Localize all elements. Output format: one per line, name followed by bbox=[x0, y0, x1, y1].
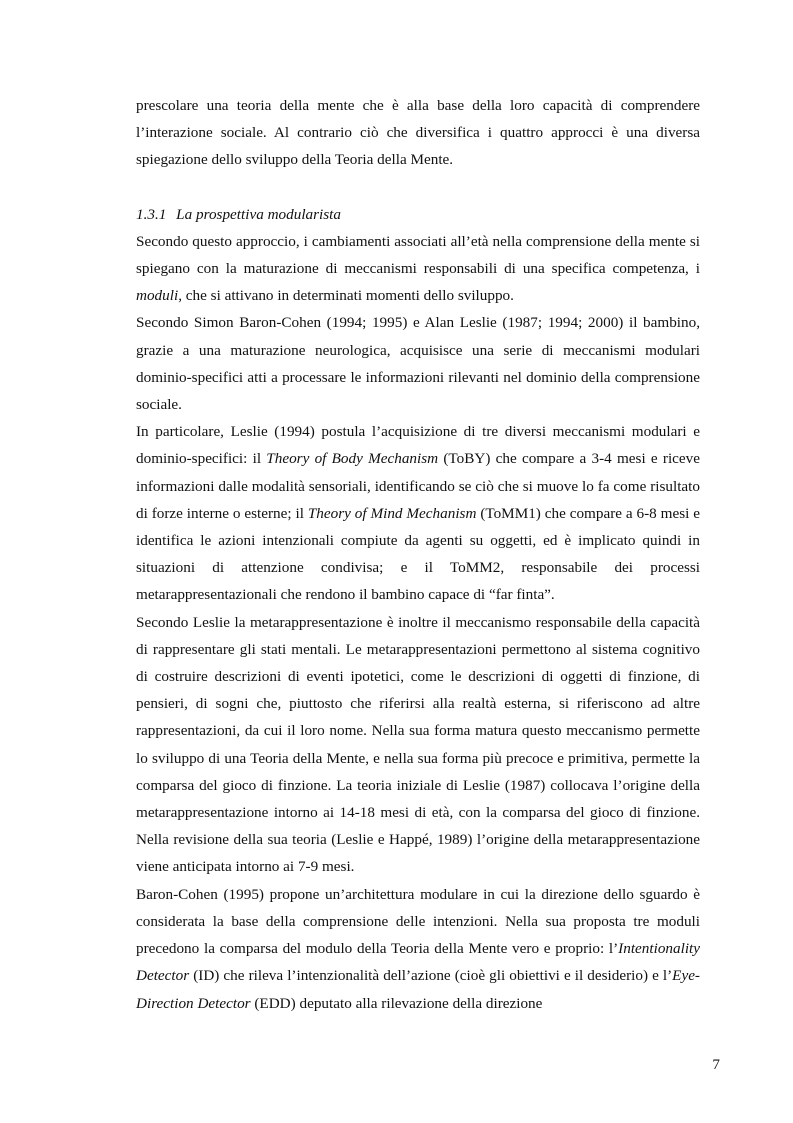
section-number: 1.3.1 bbox=[136, 205, 167, 223]
paragraph-bc-text-a: Baron-Cohen (1995) propone un’architettura modulare in cui la direzione dello sguardo è considerata la base della comprensione delle intenzioni. Nella sua proposta tre moduli precedono la comparsa del modulo della Teoria della Mente vero e proprio: l’ bbox=[136, 885, 700, 958]
term-theory-of-body: Theory of Body Mechanism bbox=[266, 450, 439, 468]
section-heading bbox=[136, 201, 700, 228]
paragraph-bc-text-c: (EDD) deputato alla rilevazione della direzione bbox=[250, 994, 543, 1012]
paragraph-approach-text-a: Secondo questo approccio, i cambiamenti associati all’età nella comprensione della mente si spiegano con la maturazione di meccanismi responsabili di una specifica competenza, i bbox=[136, 232, 700, 278]
term-eye-direction-detector: Eye-Direction Detector bbox=[136, 967, 700, 1012]
paragraph-baron-cohen-architecture bbox=[136, 881, 700, 1017]
term-theory-of-mind-mechanism: Theory of Mind Mechanism bbox=[307, 504, 477, 522]
paragraph-leslie-modules bbox=[136, 418, 700, 608]
page-number: 7 bbox=[712, 1056, 720, 1073]
paragraph-metarappresentazione: Secondo Leslie la metarappresentazione è inoltre il meccanismo responsabile della capacità di rappresentare gli stati mentali. Le metarappresentazioni permettono al sistema cognitivo di costruire descrizioni di eventi ipotetici, come le descrizioni di oggetti di finzione, di pensieri, di sogni che, piuttosto che riferirsi alla realtà esterna, si riferiscono ad altre rappresentazioni, da cui il loro nome. Nella sua forma matura questo meccanismo permette lo sviluppo di una Teoria della Mente, e nella sua forma più precoce e primitiva, permette la comparsa del gioco di finzione. La teoria iniziale di Leslie (1987) collocava l’origine della metarappresentazione intorno ai 14-18 mesi di età, con la comparsa del gioco di finzione. Nella revisione della sua teoria (Leslie e Happé, 1989) l’origine della metarappresentazione viene anticipata intorno ai 7-9 mesi. bbox=[136, 613, 700, 876]
paragraph-leslie-text-c: (ToMM1) che compare a 6-8 mesi e identifica le azioni intenzionali compiute da agenti su oggetti, ed è implicato quindi in situazioni di attenzione condivisa; e il ToMM2, responsabile dei processi metarappresentazionali che rendono il bambino capace di “far finta”. bbox=[136, 504, 700, 604]
term-intentionality-detector: Intentionality Detector bbox=[136, 940, 700, 985]
paragraph-bc-text-b: (ID) che rileva l’intenzionalità dell’azione (cioè gli obiettivi e il desiderio) e l’ bbox=[189, 967, 673, 985]
paragraph-approach bbox=[136, 228, 700, 310]
section-title: La prospettiva modularista bbox=[176, 205, 341, 223]
paragraph-leslie-text-a: In particolare, Leslie (1994) postula l’acquisizione di tre diversi meccanismi modulari e dominio-specifici: il bbox=[136, 423, 700, 468]
paragraph-continuation: prescolare una teoria della mente che è alla base della loro capacità di comprendere l’interazione sociale. Al contrario ciò che diversifica i quattro approcci è una diversa spiegazione dello sviluppo della Teoria della Mente. bbox=[136, 97, 700, 169]
body-text bbox=[136, 92, 700, 1017]
paragraph-leslie-text-b: (ToBY) che compare a 3-4 mesi e riceve informazioni dalle modalità sensoriali, identificando se ciò che si muove lo fa come risultato di forze interne o esterne; il bbox=[136, 450, 700, 522]
term-moduli: moduli bbox=[136, 287, 179, 305]
paragraph-baron-cohen-leslie: Secondo Simon Baron-Cohen (1994; 1995) e Alan Leslie (1987; 1994; 2000) il bambino, grazie a una maturazione neurologica, acquisisce una serie di meccanismi modulari dominio-specifici atti a processare le informazioni rilevanti nel dominio della comprensione sociale. bbox=[136, 314, 700, 414]
paragraph-approach-text-b: , che si attivano in determinati momenti dello sviluppo. bbox=[178, 287, 514, 305]
